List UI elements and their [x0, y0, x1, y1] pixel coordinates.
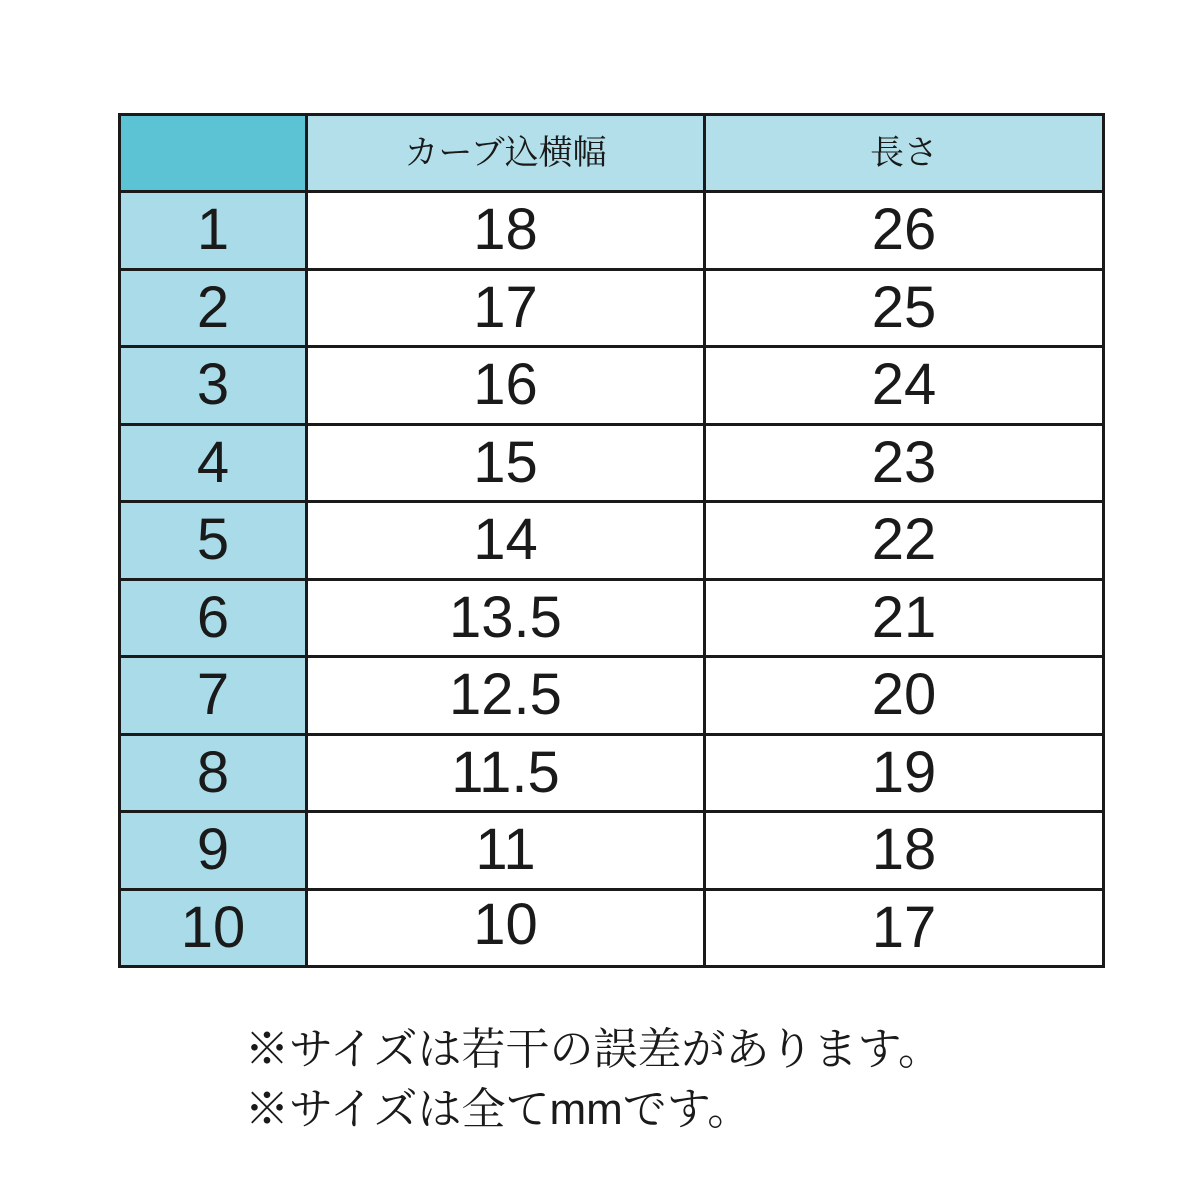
width-value: 17	[308, 271, 703, 346]
length-value: 23	[706, 426, 1102, 501]
row-header: 6	[121, 581, 305, 656]
row-header: 9	[121, 813, 305, 888]
row-header: 10	[121, 891, 305, 966]
length-value: 20	[706, 658, 1102, 733]
row-header: 7	[121, 658, 305, 733]
size-chart-table	[118, 113, 1105, 968]
width-value: 18	[308, 193, 703, 268]
row-header: 2	[121, 271, 305, 346]
width-value: 12.5	[308, 658, 703, 733]
row-header: 4	[121, 426, 305, 501]
footnote-unit-mm: ※サイズは全てmmです。	[245, 1085, 752, 1134]
row-header: 1	[121, 193, 305, 268]
length-value: 24	[706, 348, 1102, 423]
length-value: 17	[706, 891, 1102, 966]
length-value: 26	[706, 193, 1102, 268]
length-value: 25	[706, 271, 1102, 346]
column-header-length: 長さ	[706, 116, 1102, 190]
column-header-width: カーブ込横幅	[308, 116, 703, 190]
corner-header-cell	[121, 116, 305, 190]
width-value: 11	[308, 813, 703, 888]
width-value: 16	[308, 348, 703, 423]
row-header: 5	[121, 503, 305, 578]
width-value: 14	[308, 503, 703, 578]
row-header: 3	[121, 348, 305, 423]
width-value: 10	[308, 891, 703, 966]
footnotes	[245, 1020, 942, 1140]
footnote-size-tolerance: ※サイズは若干の誤差があります。	[245, 1025, 942, 1074]
width-value: 13.5	[308, 581, 703, 656]
length-value: 21	[706, 581, 1102, 656]
length-value: 19	[706, 736, 1102, 811]
length-value: 18	[706, 813, 1102, 888]
width-value: 15	[308, 426, 703, 501]
width-value: 11.5	[308, 736, 703, 811]
row-header: 8	[121, 736, 305, 811]
length-value: 22	[706, 503, 1102, 578]
